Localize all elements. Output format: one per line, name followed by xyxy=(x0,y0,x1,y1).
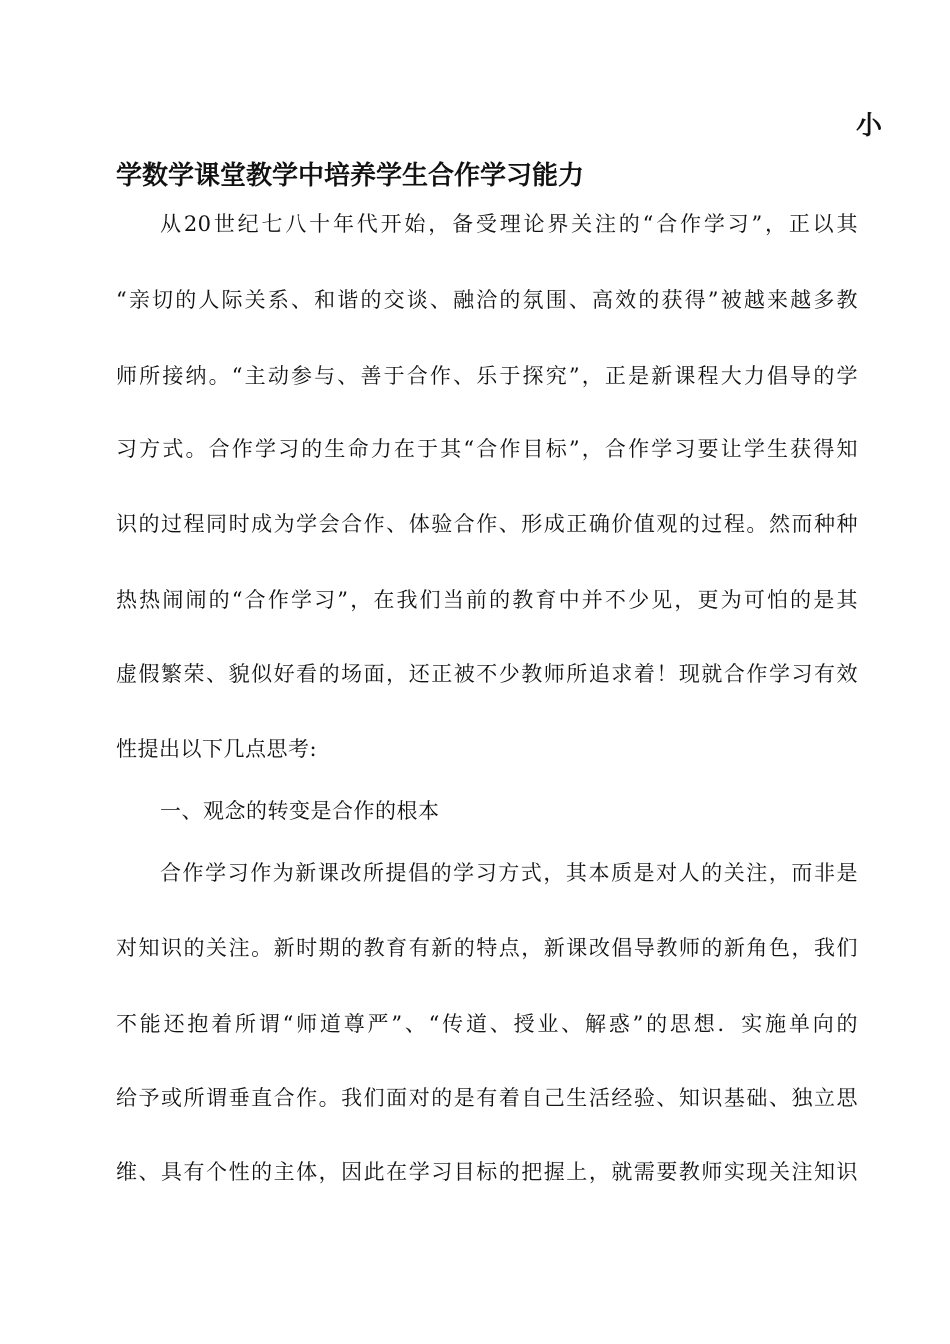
paragraph-line: 热热闹闹的“合作学习”，在我们当前的教育中并不少见，更为可怕的是其 xyxy=(116,588,858,612)
title-first-char: 小 xyxy=(855,111,882,141)
paragraph-line: 维、具有个性的主体，因此在学习目标的把握上，就需要教师实现关注知识 xyxy=(116,1160,858,1184)
paragraph-line: 给予或所谓垂直合作。我们面对的是有着自己生活经验、知识基础、独立思 xyxy=(116,1086,858,1110)
paragraph-line: 从20世纪七八十年代开始，备受理论界关注的“合作学习”，正以其 xyxy=(160,212,858,236)
paragraph-line: 虚假繁荣、貌似好看的场面，还正被不少教师所追求着！现就合作学习有效 xyxy=(116,662,858,686)
paragraph-line: 识的过程同时成为学会合作、体验合作、形成正确价值观的过程。然而种种 xyxy=(116,512,858,536)
section-heading: 一、观念的转变是合作的根本 xyxy=(160,799,440,823)
paragraph-line: 性提出以下几点思考: xyxy=(116,737,318,761)
paragraph-line: 对知识的关注。新时期的教育有新的特点，新课改倡导教师的新角色，我们 xyxy=(116,936,858,960)
paragraph-line: 合作学习作为新课改所提倡的学习方式，其本质是对人的关注，而非是 xyxy=(160,861,858,885)
paragraph-line: 习方式。合作学习的生命力在于其“合作目标”，合作学习要让学生获得知 xyxy=(116,437,858,461)
paragraph-line: 不能还抱着所谓“师道尊严”、“传道、授业、解惑”的思想．实施单向的 xyxy=(116,1012,858,1036)
paragraph-line: “亲切的人际关系、和谐的交谈、融洽的氛围、高效的获得”被越来越多教 xyxy=(116,288,858,312)
paragraph-line: 师所接纳。“主动参与、善于合作、乐于探究”，正是新课程大力倡导的学 xyxy=(116,364,858,388)
document-title: 学数学课堂教学中培养学生合作学习能力 xyxy=(116,161,585,191)
